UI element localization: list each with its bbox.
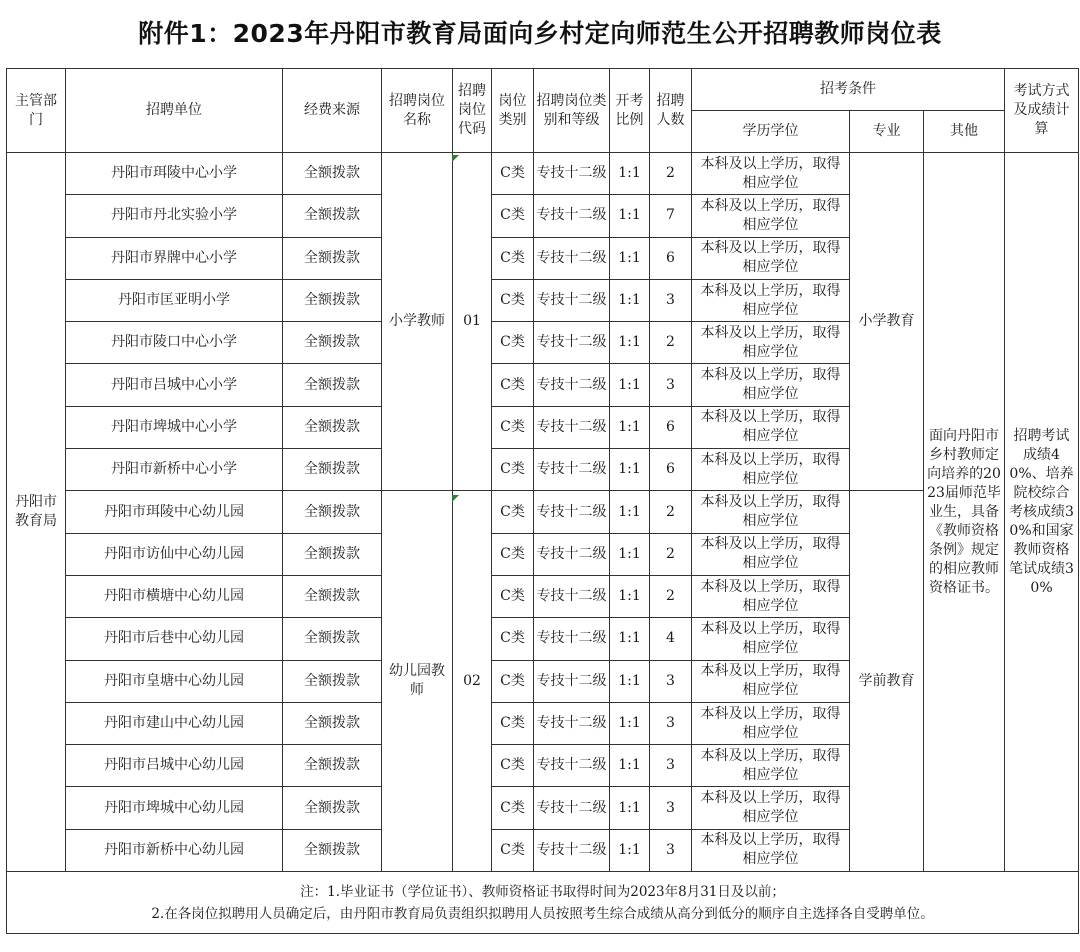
ratio-cell: 1:1 [610, 660, 650, 702]
post-level-cell: 专技十二级 [534, 787, 610, 829]
ratio-cell: 1:1 [610, 279, 650, 321]
header-major: 专业 [850, 111, 924, 153]
ratio-cell: 1:1 [610, 745, 650, 787]
unit-cell: 丹阳市匡亚明小学 [66, 279, 283, 321]
unit-cell: 丹阳市建山中心幼儿园 [66, 702, 283, 744]
unit-cell: 丹阳市皇塘中心幼儿园 [66, 660, 283, 702]
ratio-cell: 1:1 [610, 364, 650, 406]
funding-cell: 全额拨款 [283, 533, 382, 575]
post-type-cell: C类 [492, 745, 534, 787]
post-type-cell: C类 [492, 195, 534, 237]
funding-cell: 全额拨款 [283, 364, 382, 406]
unit-cell: 丹阳市丹北实验小学 [66, 195, 283, 237]
ratio-cell: 1:1 [610, 406, 650, 448]
count-cell: 6 [650, 237, 692, 279]
education-cell: 本科及以上学历，取得相应学位 [692, 237, 850, 279]
funding-cell: 全额拨款 [283, 406, 382, 448]
ratio-cell: 1:1 [610, 322, 650, 364]
count-cell: 3 [650, 364, 692, 406]
unit-cell: 丹阳市横塘中心幼儿园 [66, 575, 283, 617]
count-cell: 3 [650, 787, 692, 829]
education-cell: 本科及以上学历，取得相应学位 [692, 660, 850, 702]
education-cell: 本科及以上学历，取得相应学位 [692, 787, 850, 829]
post-level-cell: 专技十二级 [534, 829, 610, 871]
unit-cell: 丹阳市吕城中心幼儿园 [66, 745, 283, 787]
header-dept: 主管部门 [7, 69, 66, 153]
education-cell: 本科及以上学历，取得相应学位 [692, 322, 850, 364]
ratio-cell: 1:1 [610, 787, 650, 829]
count-cell: 2 [650, 491, 692, 533]
other-conditions-cell: 面向丹阳市乡村教师定向培养的2023届师范毕业生，具备《教师资格条例》规定的相应教师资格证书。 [924, 153, 1005, 872]
post-level-cell: 专技十二级 [534, 322, 610, 364]
education-cell: 本科及以上学历，取得相应学位 [692, 449, 850, 491]
ratio-cell: 1:1 [610, 702, 650, 744]
post-level-cell: 专技十二级 [534, 702, 610, 744]
funding-cell: 全额拨款 [283, 322, 382, 364]
header-post-level: 招聘岗位类别和等级 [534, 69, 610, 153]
funding-cell: 全额拨款 [283, 153, 382, 195]
post-level-cell: 专技十二级 [534, 237, 610, 279]
post-type-cell: C类 [492, 279, 534, 321]
post-level-cell: 专技十二级 [534, 449, 610, 491]
education-cell: 本科及以上学历，取得相应学位 [692, 829, 850, 871]
unit-cell: 丹阳市新桥中心小学 [66, 449, 283, 491]
page-title: 附件1：2023年丹阳市教育局面向乡村定向师范生公开招聘教师岗位表 [138, 19, 942, 48]
count-cell: 2 [650, 575, 692, 617]
post-type-cell: C类 [492, 660, 534, 702]
major-cell: 小学教育 [850, 153, 924, 491]
post-type-cell: C类 [492, 153, 534, 195]
education-cell: 本科及以上学历，取得相应学位 [692, 153, 850, 195]
header-post-type: 岗位类别 [492, 69, 534, 153]
post-type-cell: C类 [492, 364, 534, 406]
post-level-cell: 专技十二级 [534, 533, 610, 575]
exam-method-cell: 招聘考试成绩40%、培养院校综合考核成绩30%和国家教师资格笔试成绩30% [1005, 153, 1079, 872]
unit-cell: 丹阳市陵口中心小学 [66, 322, 283, 364]
funding-cell: 全额拨款 [283, 449, 382, 491]
major-cell: 学前教育 [850, 491, 924, 872]
funding-cell: 全额拨款 [283, 702, 382, 744]
count-cell: 6 [650, 449, 692, 491]
table-row [7, 153, 1079, 195]
count-cell: 2 [650, 322, 692, 364]
table-row [7, 491, 1079, 533]
count-cell: 2 [650, 533, 692, 575]
count-cell: 3 [650, 829, 692, 871]
funding-cell: 全额拨款 [283, 787, 382, 829]
unit-cell: 丹阳市新桥中心幼儿园 [66, 829, 283, 871]
post-code-cell: 02 [453, 491, 492, 872]
post-type-cell: C类 [492, 618, 534, 660]
funding-cell: 全额拨款 [283, 491, 382, 533]
post-code-cell: 01 [453, 153, 492, 491]
post-type-cell: C类 [492, 406, 534, 448]
ratio-cell: 1:1 [610, 195, 650, 237]
unit-cell: 丹阳市珥陵中心幼儿园 [66, 491, 283, 533]
ratio-cell: 1:1 [610, 491, 650, 533]
post-type-cell: C类 [492, 829, 534, 871]
header-other: 其他 [924, 111, 1005, 153]
funding-cell: 全额拨款 [283, 279, 382, 321]
education-cell: 本科及以上学历，取得相应学位 [692, 575, 850, 617]
count-cell: 3 [650, 279, 692, 321]
education-cell: 本科及以上学历，取得相应学位 [692, 491, 850, 533]
post-level-cell: 专技十二级 [534, 153, 610, 195]
header-education: 学历学位 [692, 111, 850, 153]
count-cell: 4 [650, 618, 692, 660]
header-ratio: 开考比例 [610, 69, 650, 153]
count-cell: 3 [650, 702, 692, 744]
count-cell: 7 [650, 195, 692, 237]
post-type-cell: C类 [492, 575, 534, 617]
unit-cell: 丹阳市珥陵中心小学 [66, 153, 283, 195]
notes-cell [7, 872, 1079, 934]
post-name-cell: 小学教师 [382, 153, 453, 491]
note-line: 注：1.毕业证书（学位证书）、教师资格证书取得时间为2023年8月31日及以前； [300, 883, 785, 900]
unit-cell: 丹阳市埤城中心小学 [66, 406, 283, 448]
post-level-cell: 专技十二级 [534, 279, 610, 321]
count-cell: 3 [650, 745, 692, 787]
cell-marker [452, 155, 459, 162]
post-level-cell: 专技十二级 [534, 406, 610, 448]
count-cell: 2 [650, 153, 692, 195]
unit-cell: 丹阳市界牌中心小学 [66, 237, 283, 279]
post-name-cell: 幼儿园教师 [382, 491, 453, 872]
education-cell: 本科及以上学历，取得相应学位 [692, 406, 850, 448]
funding-cell: 全额拨款 [283, 829, 382, 871]
post-type-cell: C类 [492, 533, 534, 575]
header-post-name: 招聘岗位名称 [382, 69, 453, 153]
header-conditions: 招考条件 [692, 69, 1005, 111]
post-type-cell: C类 [492, 491, 534, 533]
post-level-cell: 专技十二级 [534, 195, 610, 237]
unit-cell: 丹阳市访仙中心幼儿园 [66, 533, 283, 575]
dept-cell: 丹阳市教育局 [7, 153, 66, 872]
funding-cell: 全额拨款 [283, 195, 382, 237]
unit-cell: 丹阳市后巷中心幼儿园 [66, 618, 283, 660]
header-exam: 考试方式及成绩计算 [1005, 69, 1079, 153]
ratio-cell: 1:1 [610, 533, 650, 575]
education-cell: 本科及以上学历，取得相应学位 [692, 618, 850, 660]
funding-cell: 全额拨款 [283, 660, 382, 702]
post-level-cell: 专技十二级 [534, 745, 610, 787]
post-level-cell: 专技十二级 [534, 575, 610, 617]
education-cell: 本科及以上学历，取得相应学位 [692, 364, 850, 406]
ratio-cell: 1:1 [610, 618, 650, 660]
ratio-cell: 1:1 [610, 575, 650, 617]
header-funding: 经费来源 [283, 69, 382, 153]
post-type-cell: C类 [492, 702, 534, 744]
header-unit: 招聘单位 [66, 69, 283, 153]
count-cell: 6 [650, 406, 692, 448]
funding-cell: 全额拨款 [283, 618, 382, 660]
post-type-cell: C类 [492, 449, 534, 491]
unit-cell: 丹阳市埤城中心幼儿园 [66, 787, 283, 829]
post-level-cell: 专技十二级 [534, 364, 610, 406]
ratio-cell: 1:1 [610, 449, 650, 491]
education-cell: 本科及以上学历，取得相应学位 [692, 279, 850, 321]
header-post-code: 招聘岗位代码 [453, 69, 492, 153]
count-cell: 3 [650, 660, 692, 702]
funding-cell: 全额拨款 [283, 575, 382, 617]
education-cell: 本科及以上学历，取得相应学位 [692, 195, 850, 237]
notes-row [7, 872, 1079, 934]
ratio-cell: 1:1 [610, 237, 650, 279]
post-type-cell: C类 [492, 787, 534, 829]
funding-cell: 全额拨款 [283, 237, 382, 279]
education-cell: 本科及以上学历，取得相应学位 [692, 745, 850, 787]
post-level-cell: 专技十二级 [534, 660, 610, 702]
header-count: 招聘人数 [650, 69, 692, 153]
funding-cell: 全额拨款 [283, 745, 382, 787]
post-type-cell: C类 [492, 322, 534, 364]
cell-marker [452, 495, 459, 502]
note-line: 2.在各岗位拟聘用人员确定后，由丹阳市教育局负责组织拟聘用人员按照考生综合成绩从高分到低分的顺序自主选择各自受聘单位。 [151, 905, 934, 922]
education-cell: 本科及以上学历，取得相应学位 [692, 533, 850, 575]
ratio-cell: 1:1 [610, 153, 650, 195]
header-row [7, 69, 1079, 111]
post-type-cell: C类 [492, 237, 534, 279]
education-cell: 本科及以上学历，取得相应学位 [692, 702, 850, 744]
ratio-cell: 1:1 [610, 829, 650, 871]
post-level-cell: 专技十二级 [534, 491, 610, 533]
post-level-cell: 专技十二级 [534, 618, 610, 660]
unit-cell: 丹阳市吕城中心小学 [66, 364, 283, 406]
recruitment-table [6, 68, 1079, 934]
